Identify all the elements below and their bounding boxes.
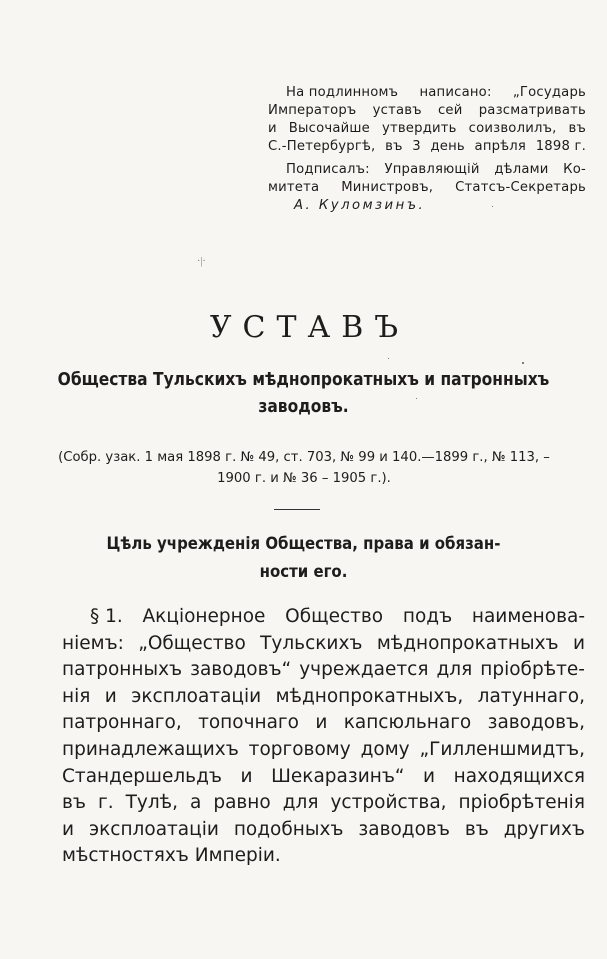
body-word: находящихся (453, 765, 585, 787)
article-paragraph (62, 604, 585, 870)
body-word: мѣстностяхъ Имперіи. (62, 845, 281, 867)
note-word: соизволилъ, (468, 121, 557, 136)
body-word: а (189, 792, 202, 814)
body-word: „Общество (138, 632, 246, 654)
body-word: эксплоатаціи (131, 685, 262, 707)
body-word: Тульскихъ (260, 632, 363, 654)
body-line (62, 657, 585, 684)
signature-name: А. Куломзинъ. (294, 198, 426, 213)
body-line (62, 631, 585, 658)
body-line (62, 817, 585, 844)
body-word: равно (213, 792, 271, 814)
body-word: эксплоатаціи (88, 818, 219, 840)
body-word: заводовъ, (487, 712, 585, 734)
body-word: нія (62, 685, 91, 707)
body-word: мѣднопрокатныхъ, (275, 685, 464, 707)
body-word: заводовъ (358, 818, 450, 840)
body-word: ніемъ: (62, 632, 124, 654)
source-citation (34, 447, 574, 489)
note-word: Статсъ-Секретарь (455, 180, 586, 195)
note-word: въ (385, 139, 403, 154)
paper-speck (388, 358, 389, 359)
body-word: и (572, 632, 585, 654)
body-word: въ (464, 818, 489, 840)
body-line (62, 843, 585, 870)
note-word: уставъ (372, 103, 422, 118)
signature-line (268, 197, 588, 215)
note-word: „Государь (512, 85, 586, 100)
body-word: „Гилленшмидтъ, (419, 738, 585, 760)
body-word: Общество (285, 606, 384, 627)
subtitle-line-1: Общества Тульскихъ мѣднопрокатныхъ и патронныхъ (57, 369, 550, 390)
note-word: утвердить (381, 121, 457, 136)
body-word: устройства, (330, 792, 447, 814)
note-line (268, 120, 586, 138)
note-word: С.-Петербургѣ, (268, 139, 376, 154)
note-word: Высочайше (288, 121, 370, 136)
subtitle-line-2: заводовъ. (258, 396, 349, 417)
note-word: На подлинномъ (286, 85, 399, 100)
body-line (62, 604, 585, 631)
body-word: пріобрѣте- (480, 659, 585, 681)
note-word: Министровъ, (341, 180, 434, 195)
body-word: подобныхъ (233, 818, 344, 840)
body-word: торговому (248, 738, 351, 760)
body-word: Стандершельдъ (62, 765, 222, 787)
note-word: разсматривать (478, 103, 586, 118)
body-word: и (240, 765, 253, 787)
body-word: мѣднопрокатныхъ (376, 632, 559, 654)
body-word: заводовъ“ (190, 659, 292, 681)
body-word: Шекаразинъ“ (271, 765, 405, 787)
approval-note-para1 (268, 84, 588, 156)
body-word: и (315, 712, 328, 734)
body-line (62, 790, 585, 817)
body-word: для (282, 792, 319, 814)
note-word: митета (268, 180, 320, 195)
margin-mark: ·|· (197, 256, 206, 267)
body-word: латуннаго, (477, 685, 585, 707)
paper-speck (492, 206, 493, 207)
body-word: другихъ (503, 818, 585, 840)
note-word: дѣлами (494, 162, 549, 177)
body-word: пріобрѣтенія (458, 792, 585, 814)
body-word: топочнаго (198, 712, 299, 734)
heading-line-2: ности его. (259, 562, 348, 582)
note-line (268, 179, 586, 197)
body-word: г. (97, 792, 114, 814)
body-word: Акціонерное (142, 606, 266, 627)
body-line (62, 684, 585, 711)
document-subtitle (42, 366, 564, 420)
note-word: 1898 г. (535, 139, 586, 154)
body-line (62, 764, 585, 791)
body-word: для (436, 659, 473, 681)
document-title: УСТАВЪ (209, 310, 410, 345)
body-word: § 1. (90, 606, 123, 627)
note-word: апрѣля (474, 139, 527, 154)
note-line (268, 84, 586, 102)
body-word: и (423, 765, 436, 787)
section-heading (36, 530, 570, 586)
body-word: подъ (402, 606, 453, 627)
body-word: патронныхъ (62, 659, 183, 681)
note-line (268, 102, 586, 120)
heading-line-1: Цѣль учрежденія Общества, права и обязан- (106, 534, 501, 554)
body-word: наименова- (471, 606, 585, 627)
body-word: учреждается (299, 659, 429, 681)
body-word: капсюльнаго (343, 712, 472, 734)
note-line (268, 138, 586, 156)
section-divider (274, 509, 320, 510)
note-word: и (268, 121, 277, 136)
body-line (62, 737, 585, 764)
note-word: въ (568, 121, 586, 136)
body-line (62, 710, 585, 737)
paper-speck (522, 362, 524, 364)
note-word: Императоръ (268, 103, 357, 118)
note-word: Ко- (563, 162, 586, 177)
note-word: Управляющій (384, 162, 480, 177)
body-word: дому (360, 738, 410, 760)
source-line-2: 1900 г. и № 36 – 1905 г.). (217, 471, 391, 486)
approval-note-para2 (268, 161, 588, 197)
body-word: принадлежащихъ (62, 738, 239, 760)
paper-speck (416, 398, 417, 399)
note-word: день (430, 139, 465, 154)
body-word: и (104, 685, 117, 707)
note-word: написано: (419, 85, 492, 100)
approval-note (268, 84, 588, 215)
body-word: патроннаго, (62, 712, 182, 734)
body-word: и (62, 818, 75, 840)
note-word: сей (437, 103, 463, 118)
body-word: Тулѣ, (125, 792, 178, 814)
note-word: Подписалъ: (286, 162, 370, 177)
note-line (268, 161, 586, 179)
note-word: 3 (412, 139, 421, 154)
source-line-1: (Собр. узак. 1 мая 1898 г. № 49, ст. 703, № 99 и 140.—1899 г., № 113, – (58, 450, 550, 465)
body-word: въ (62, 792, 86, 814)
